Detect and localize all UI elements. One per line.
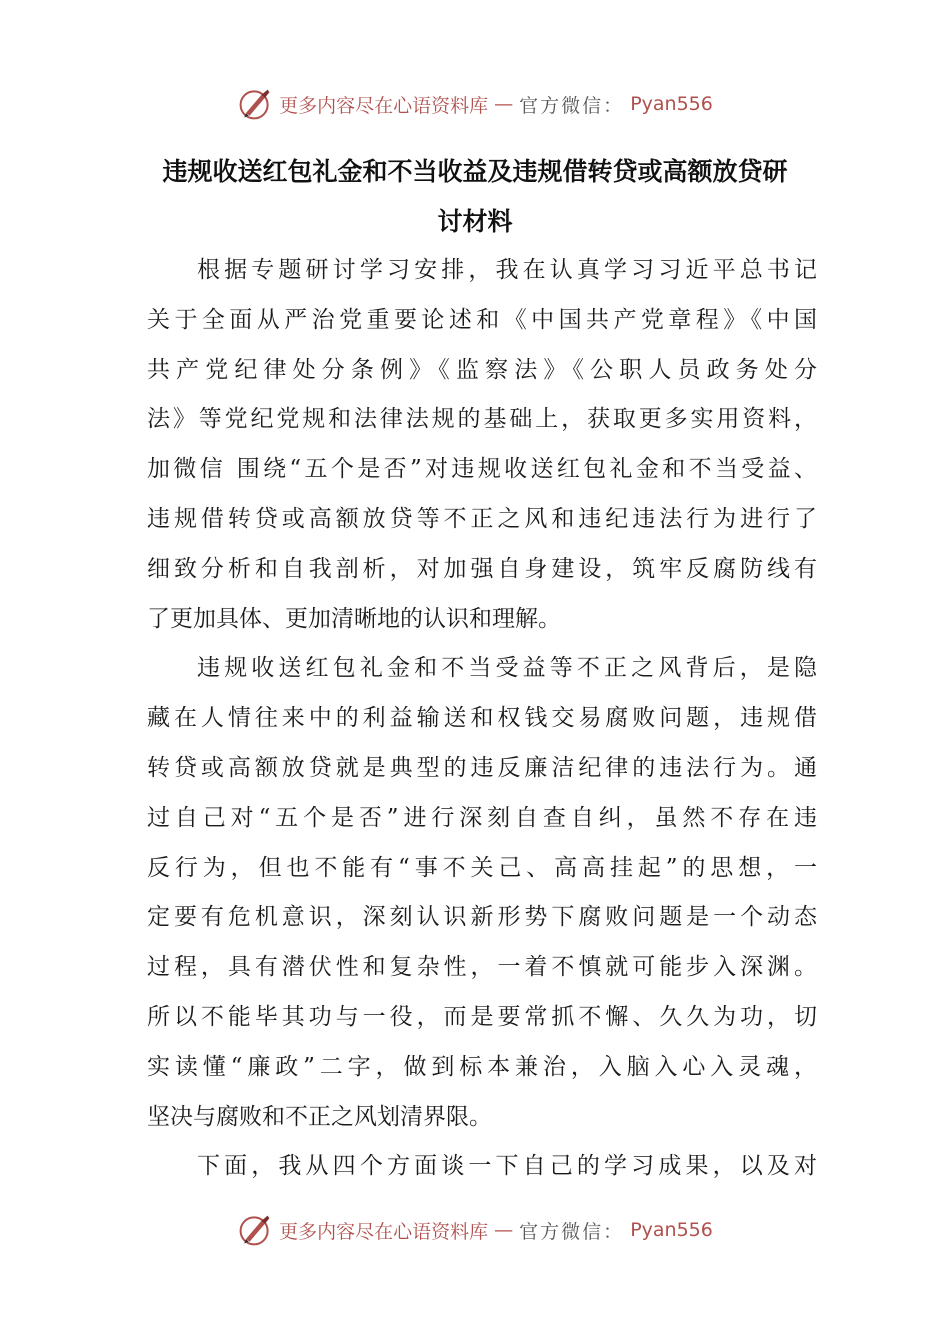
paragraph-2-line-4: 过自己对“五个是否”进行深刻自查自纠，虽然不存在违 — [147, 804, 817, 831]
document-title-line-1: 违规收送红包礼金和不当收益及违规借转贷或高额放贷研 — [162, 157, 788, 186]
document-body — [147, 246, 817, 1192]
header-watermark-banner — [0, 82, 950, 126]
paragraph-1-line-4: 法》等党纪党规和法律法规的基础上，获取更多实用资料， — [147, 406, 817, 433]
paragraph-1-line-5: 加微信 围绕“五个是否”对违规收送红包礼金和不当受益、 — [147, 456, 817, 483]
banner-site-text: 更多内容尽在心语资料库 — [279, 1220, 489, 1243]
footer-watermark-banner — [0, 1208, 950, 1252]
paragraph-1-line-2: 关于全面从严治党重要论述和《中国共产党章程》《中国 — [147, 306, 817, 333]
banner-wechat-id: Pyan556 — [630, 93, 713, 115]
paragraph-1-line-3: 共产党纪律处分条例》《监察法》《公职人员政务处分 — [147, 356, 817, 383]
paragraph-2-line-7: 过程，具有潜伏性和复杂性，一着不慎就可能步入深渊。 — [147, 954, 817, 981]
paragraph-3-line-1: 下面，我从四个方面谈一下自己的学习成果，以及对 — [197, 1153, 817, 1180]
banner-official-text: 官方微信： — [519, 94, 625, 117]
paragraph-1-line-6: 违规借转贷或高额放贷等不正之风和违纪违法行为进行了 — [147, 505, 817, 532]
banner-wechat-id: Pyan556 — [630, 1219, 713, 1241]
document-title-line-2: 讨材料 — [437, 207, 513, 236]
paragraph-1-line-1: 根据专题研讨学习安排，我在认真学习习近平总书记 — [197, 257, 817, 283]
banner-dash: — — [494, 93, 514, 115]
pen-logo-icon — [237, 86, 273, 122]
pen-logo-icon — [237, 1212, 273, 1248]
paragraph-2-line-3: 转贷或高额放贷就是典型的违反廉洁纪律的违法行为。通 — [147, 754, 817, 781]
paragraph-2-line-9: 实读懂“廉政”二字，做到标本兼治，入脑入心入灵魂， — [147, 1053, 817, 1080]
paragraph-1-line-8: 了更加具体、更加清晰地的认识和理解。 — [147, 605, 561, 632]
paragraph-2-line-8: 所以不能毕其功与一役，而是要常抓不懈、久久为功，切 — [147, 1003, 817, 1030]
paragraph-2-line-1: 违规收送红包礼金和不当受益等不正之风背后，是隐 — [197, 655, 817, 682]
paragraph-2-line-6: 定要有危机意识，深刻认识新形势下腐败问题是一个动态 — [147, 904, 817, 931]
paragraph-2-line-10: 坚决与腐败和不正之风划清界限。 — [147, 1103, 492, 1130]
banner-site-text: 更多内容尽在心语资料库 — [279, 94, 489, 117]
banner-dash: — — [494, 1219, 514, 1241]
banner-official-text: 官方微信： — [519, 1220, 625, 1243]
paragraph-1-line-7: 细致分析和自我剖析，对加强自身建设，筑牢反腐防线有 — [147, 555, 817, 582]
paragraph-2-line-5: 反行为，但也不能有“事不关己、高高挂起”的思想，一 — [147, 854, 817, 881]
paragraph-2-line-2: 藏在人情往来中的利益输送和权钱交易腐败问题，违规借 — [147, 705, 817, 732]
